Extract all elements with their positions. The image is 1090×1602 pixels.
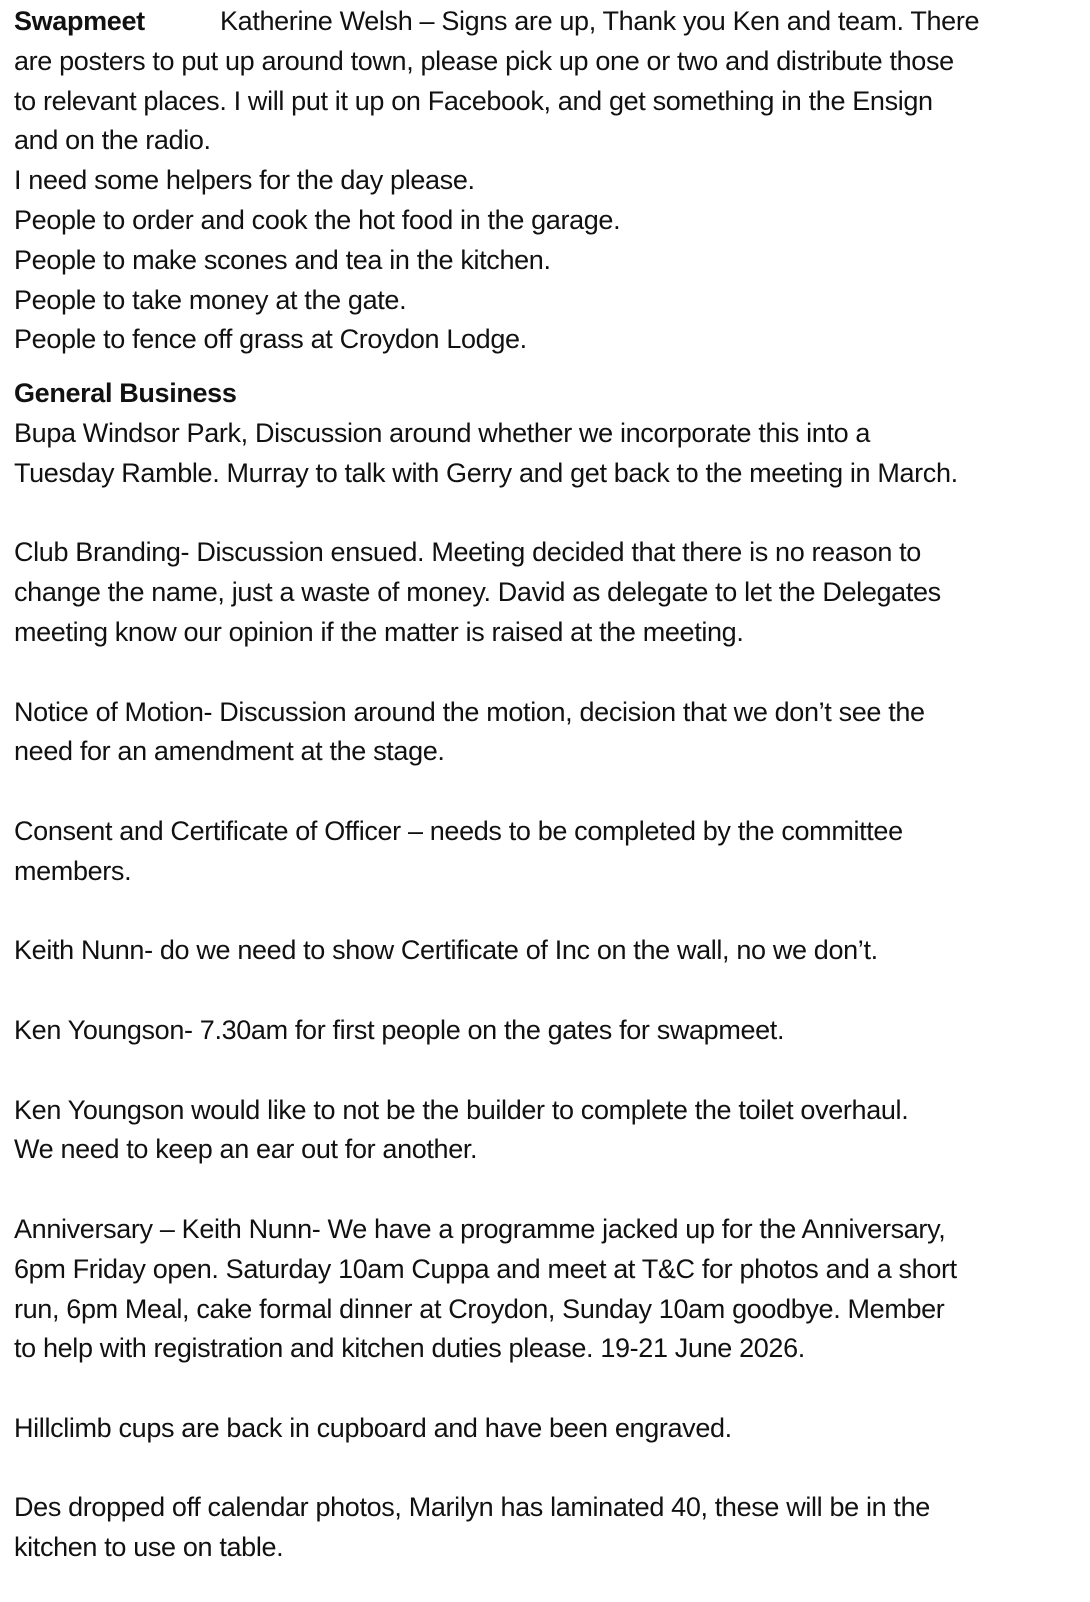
paragraph-line: change the name, just a waste of money. David as delegate to let the Delegates: [14, 577, 941, 608]
paragraph-notice-of-motion: [14, 693, 1082, 773]
paragraph-line: run, 6pm Meal, cake formal dinner at Croydon, Sunday 10am goodbye. Member: [14, 1293, 945, 1324]
paragraph-line: need for an amendment at the stage.: [14, 736, 445, 767]
paragraph-line: Ken Youngson- 7.30am for first people on the gates for swapmeet.: [14, 1014, 785, 1045]
paragraph-line: meeting know our opinion if the matter is raised at the meeting.: [14, 616, 744, 647]
swapmeet-line: People to take money at the gate.: [14, 284, 407, 315]
swapmeet-line: to relevant places. I will put it up on Facebook, and get something in the Ensign: [14, 85, 933, 116]
paragraph-line: Hillclimb cups are back in cupboard and have been engraved.: [14, 1412, 732, 1443]
paragraph-bupa: [14, 414, 1082, 494]
paragraph-line: Tuesday Ramble. Murray to talk with Gerry and get back to the meeting in March.: [14, 457, 958, 488]
swapmeet-line: I need some helpers for the day please.: [14, 165, 475, 196]
swapmeet-line: Katherine Welsh – Signs are up, Thank you Ken and team. There: [220, 6, 980, 36]
paragraph-line: We need to keep an ear out for another.: [14, 1134, 478, 1165]
paragraph-line: Club Branding- Discussion ensued. Meeting decided that there is no reason to: [14, 537, 921, 568]
paragraph-gates-time: [14, 1011, 1082, 1051]
swapmeet-line: are posters to put up around town, please pick up one or two and distribute those: [14, 45, 954, 76]
paragraph-line: Anniversary – Keith Nunn- We have a programme jacked up for the Anniversary,: [14, 1213, 946, 1244]
paragraph-line: Ken Youngson would like to not be the builder to complete the toilet overhaul.: [14, 1094, 909, 1125]
paragraph-anniversary: [14, 1210, 1082, 1369]
paragraph-line: Notice of Motion- Discussion around the motion, decision that we don’t see the: [14, 696, 925, 727]
swapmeet-line: People to make scones and tea in the kitchen.: [14, 244, 551, 275]
paragraph-consent-certificate: [14, 812, 1082, 892]
swapmeet-line: People to fence off grass at Croydon Lodge.: [14, 324, 527, 355]
paragraph-line: to help with registration and kitchen duties please. 19-21 June 2026.: [14, 1333, 805, 1364]
paragraph-line: Bupa Windsor Park, Discussion around whether we incorporate this into a: [14, 417, 871, 448]
paragraph-line: kitchen to use on table.: [14, 1532, 284, 1563]
general-business-section: [14, 374, 1082, 1568]
general-business-heading: General Business: [14, 378, 237, 409]
paragraph-line: Keith Nunn- do we need to show Certificate of Inc on the wall, no we don’t.: [14, 935, 878, 966]
swapmeet-first-line: [14, 2, 1082, 42]
swapmeet-section: [14, 2, 1082, 360]
paragraph-line: Consent and Certificate of Officer – needs to be completed by the committee: [14, 815, 903, 846]
swapmeet-heading: Swapmeet: [14, 6, 145, 36]
paragraph-hillclimb-cups: [14, 1409, 1082, 1449]
paragraph-certificate-of-inc: [14, 931, 1082, 971]
swapmeet-line: and on the radio.: [14, 125, 211, 156]
paragraph-calendar-photos: [14, 1488, 1082, 1568]
paragraph-toilet-overhaul: [14, 1091, 1082, 1171]
swapmeet-line: People to order and cook the hot food in the garage.: [14, 204, 621, 235]
paragraph-line: members.: [14, 855, 132, 886]
paragraph-club-branding: [14, 533, 1082, 652]
paragraph-line: Des dropped off calendar photos, Marilyn has laminated 40, these will be in the: [14, 1492, 930, 1523]
document-page: [14, 2, 1082, 1568]
paragraph-line: 6pm Friday open. Saturday 10am Cuppa and meet at T&C for photos and a short: [14, 1253, 957, 1284]
